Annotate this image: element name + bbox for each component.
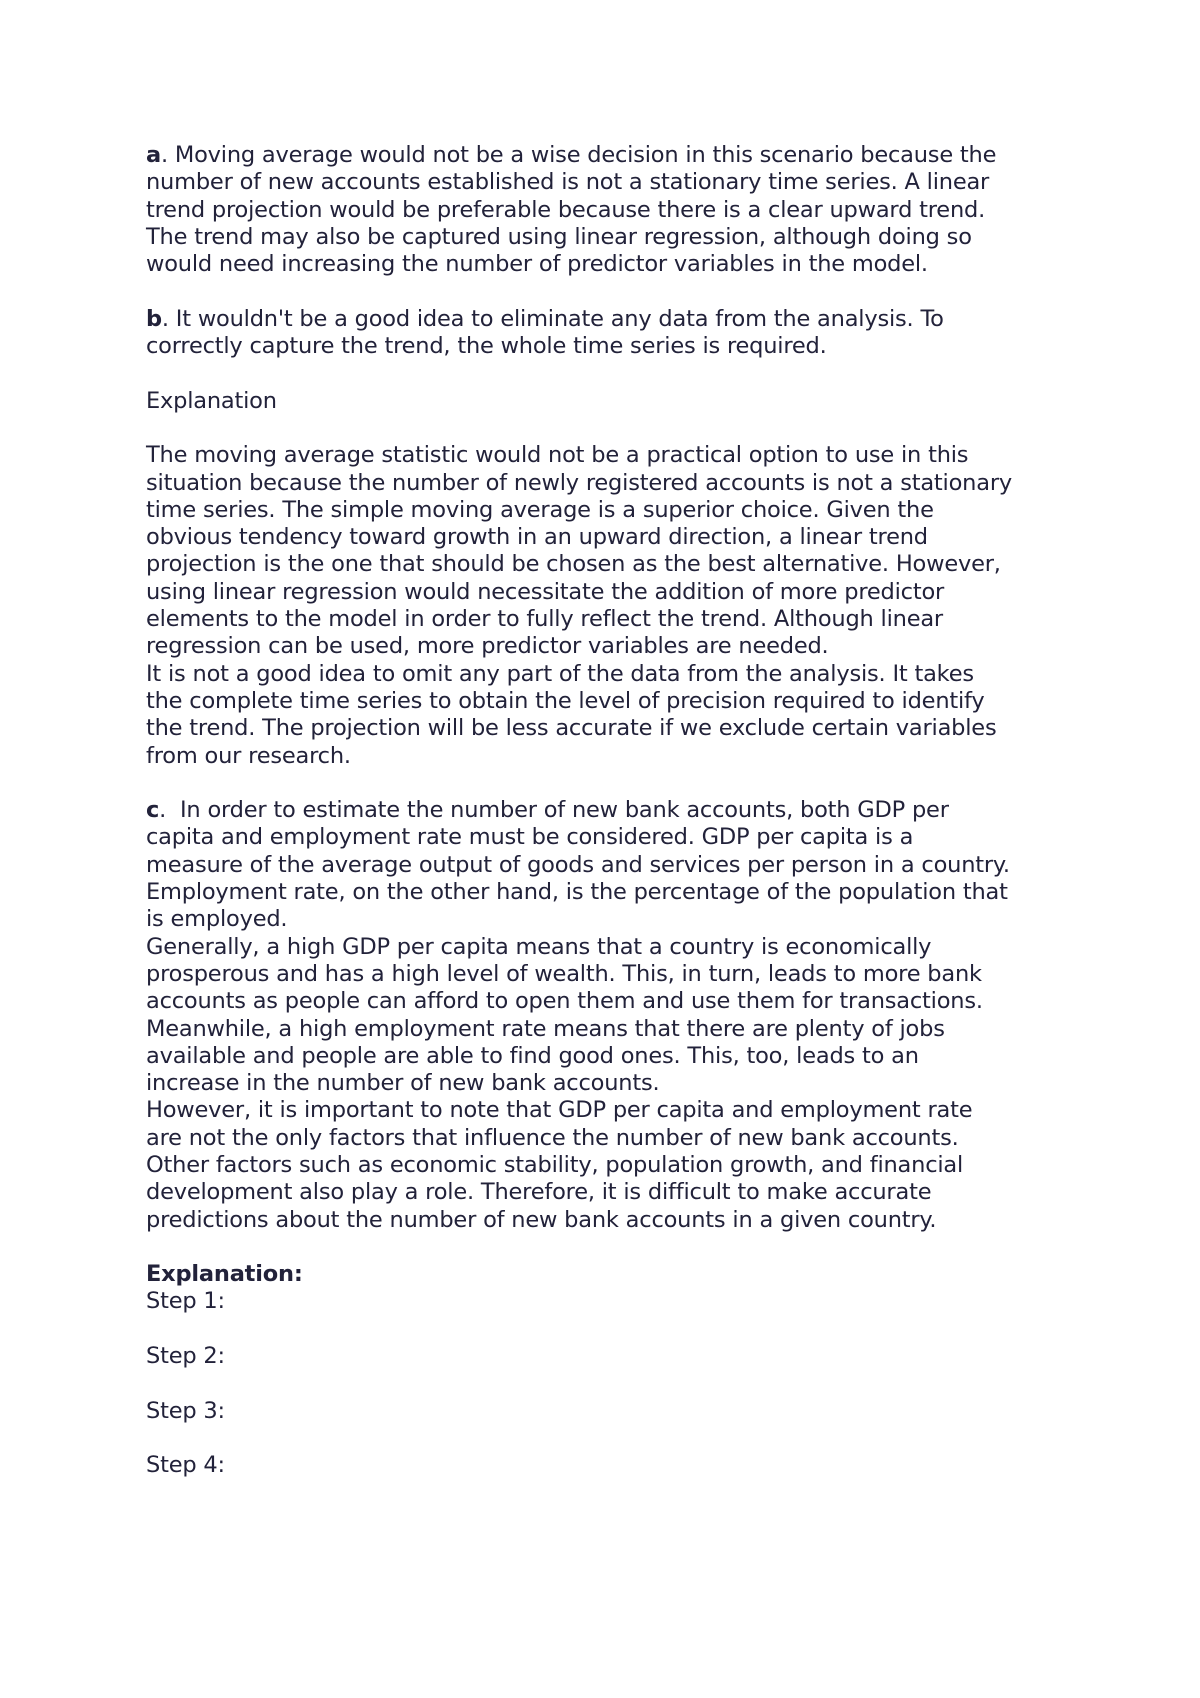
explanation-label-para (146, 388, 1146, 415)
part-b-marker: b (146, 305, 162, 332)
part-c-line-4: Employment rate, on the other hand, is the percentage of the population that (146, 879, 1008, 906)
part-a-line-5: would need increasing the number of predictor variables in the model. (146, 251, 928, 278)
part-c-line-10: available and people are able to find good ones. This, too, leads to an (146, 1042, 919, 1069)
explanation-line-5: projection is the one that should be chosen as the best alternative. However, (146, 551, 1001, 578)
answer-part-b (146, 306, 1146, 361)
explanation-steps-section (146, 1261, 1146, 1479)
part-c-line-6: Generally, a high GDP per capita means that a country is economically (146, 933, 932, 960)
explanation-line-8: regression can be used, more predictor variables are needed. (146, 633, 829, 660)
part-a-line-4: The trend may also be captured using linear regression, although doing so (146, 223, 972, 250)
explanation-line-12: from our research. (146, 742, 351, 769)
answer-part-a (146, 142, 1146, 278)
part-c-marker: c (146, 797, 160, 824)
part-b-line-2: correctly capture the trend, the whole time series is required. (146, 333, 827, 360)
part-c-line-11: increase in the number of new bank accounts. (146, 1070, 660, 1097)
part-c-line-14: Other factors such as economic stability, population growth, and financial (146, 1151, 964, 1178)
explanation-line-1: The moving average statistic would not be a practical option to use in this (146, 442, 969, 469)
part-c-line-5: is employed. (146, 906, 288, 933)
part-c-line-12: However, it is important to note that GDP per capita and employment rate (146, 1097, 973, 1124)
part-c-line-15: development also play a role. Therefore, it is difficult to make accurate (146, 1179, 932, 1206)
part-c-line-2: capita and employment rate must be considered. GDP per capita is a (146, 824, 914, 851)
part-c-line-7: prosperous and has a high level of wealth. This, in turn, leads to more bank (146, 960, 982, 987)
explanation-line-4: obvious tendency toward growth in an upward direction, a linear trend (146, 524, 928, 551)
explanation-heading: Explanation: (146, 1261, 303, 1288)
part-c-line-13: are not the only factors that influence the number of new bank accounts. (146, 1124, 959, 1151)
explanation-label: Explanation (146, 387, 277, 414)
explanation-body (146, 442, 1146, 770)
part-c-line-16: predictions about the number of new bank accounts in a given country. (146, 1206, 937, 1233)
part-a-line-2: number of new accounts established is not a stationary time series. A linear (146, 169, 990, 196)
part-a-marker: a (146, 142, 161, 168)
answer-part-c (146, 797, 1146, 1234)
explanation-line-3: time series. The simple moving average is a superior choice. Given the (146, 496, 934, 523)
part-c-line-1-text: . In order to estimate the number of new bank accounts, both GDP per (159, 797, 949, 824)
part-c-line-8: accounts as people can afford to open them and use them for transactions. (146, 988, 983, 1015)
part-a-line-1 (146, 142, 1146, 169)
part-a-line-3: trend projection would be preferable because there is a clear upward trend. (146, 196, 986, 223)
step-3-label: Step 3: (146, 1397, 225, 1424)
part-b-line-1-text: . It wouldn't be a good idea to eliminate any data from the analysis. To (161, 305, 944, 332)
document-page (146, 142, 1146, 1507)
explanation-line-2: situation because the number of newly registered accounts is not a stationary (146, 469, 1012, 496)
explanation-line-10: the complete time series to obtain the level of precision required to identify (146, 687, 985, 714)
step-1-label: Step 1: (146, 1288, 225, 1315)
part-a-line-1-text: . Moving average would not be a wise decision in this scenario because the (160, 142, 997, 168)
explanation-line-11: the trend. The projection will be less accurate if we exclude certain variables (146, 715, 997, 742)
part-c-line-9: Meanwhile, a high employment rate means that there are plenty of jobs (146, 1015, 945, 1042)
explanation-line-9: It is not a good idea to omit any part of the data from the analysis. It takes (146, 660, 974, 687)
explanation-line-6: using linear regression would necessitate the addition of more predictor (146, 578, 945, 605)
part-c-line-1 (146, 797, 1146, 824)
part-c-line-3: measure of the average output of goods and services per person in a country. (146, 851, 1010, 878)
part-b-line-1 (146, 306, 1146, 333)
step-2-label: Step 2: (146, 1343, 225, 1370)
step-4-label: Step 4: (146, 1452, 225, 1479)
explanation-line-7: elements to the model in order to fully reflect the trend. Although linear (146, 606, 943, 633)
